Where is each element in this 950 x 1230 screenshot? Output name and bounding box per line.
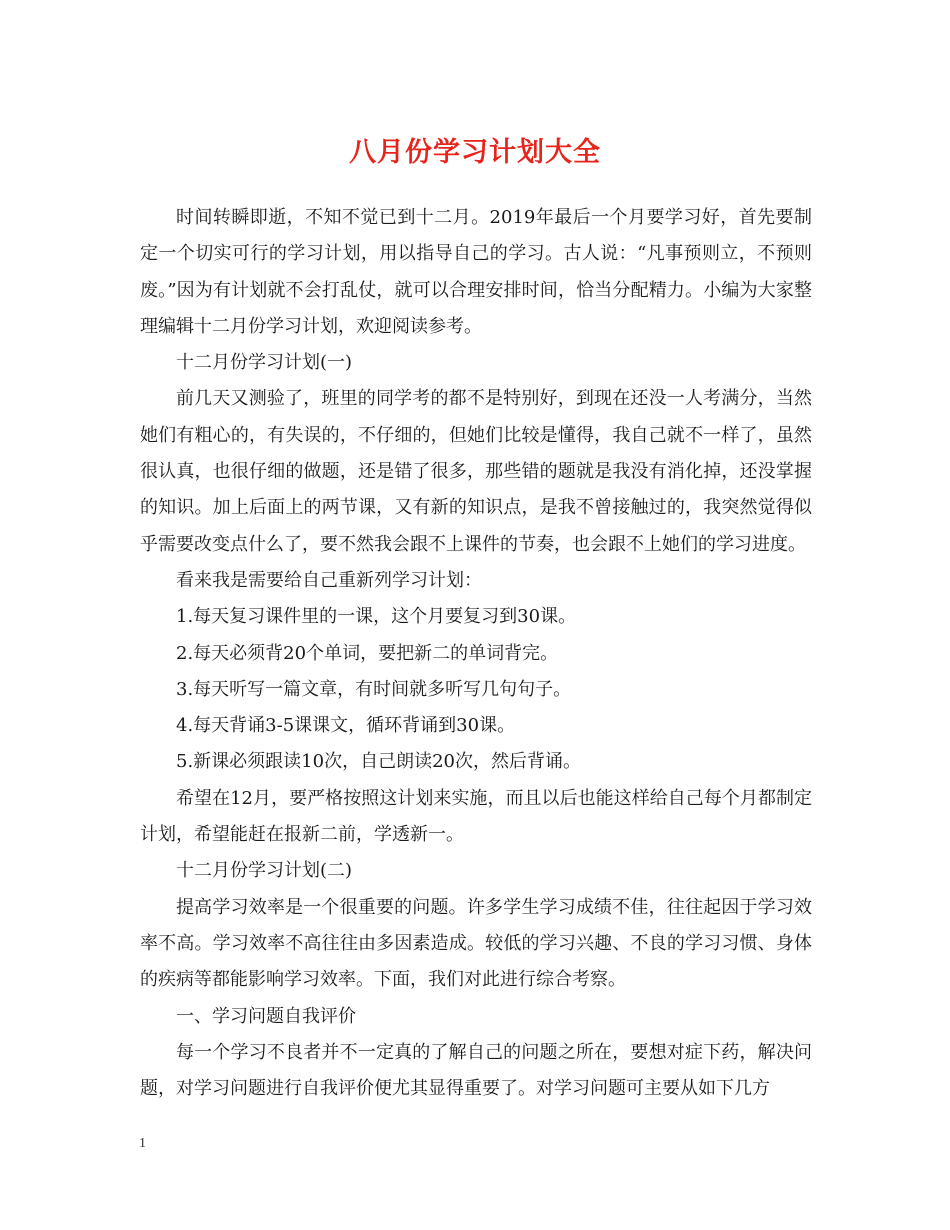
subsection-heading: 一、学习问题自我评价: [176, 1005, 356, 1027]
list-item: 4.每天背诵3-5课课文，循环背诵到30课。: [176, 715, 516, 737]
body-paragraph: 提高学习效率是一个很重要的问题。许多学生学习成绩不佳，往往起因于学习效率不高。学习效率不高往往由多因素造成。较低的学习兴趣、不良的学习习惯、身体的疾病等都能影响学习效率。下面，我们对此进行综合考察。: [140, 896, 812, 991]
document-title: 八月份学习计划大全: [349, 137, 601, 168]
intro-paragraph: 时间转瞬即逝，不知不觉已到十二月。2019年最后一个月要学习好，首先要制定一个切实可行的学习计划，用以指导自己的学习。古人说：“凡事预则立，不预则废。”因为有计划就不会打乱仗，就可以合理安排时间，恰当分配精力。小编为大家整理编辑十二月份学习计划，欢迎阅读参考。: [140, 207, 812, 337]
list-item: 1.每天复习课件里的一课，这个月要复习到30课。: [176, 606, 577, 628]
list-item: 2.每天必须背20个单词，要把新二的单词背完。: [176, 642, 559, 664]
document-body: [140, 200, 812, 1107]
body-paragraph: 希望在12月，要严格按照这计划来实施，而且以后也能这样给自己每个月都制定计划，希望能赶在报新二前，学透新一。: [140, 787, 812, 846]
list-item: 5.新课必须跟读10次，自己朗读20次，然后背诵。: [176, 751, 581, 773]
section-heading-plan-1: 十二月份学习计划(一): [176, 352, 353, 374]
body-paragraph: 看来我是需要给自己重新列学习计划：: [176, 569, 482, 591]
body-paragraph: 每一个学习不良者并不一定真的了解自己的问题之所在，要想对症下药，解决问题，对学习问题进行自我评价便尤其显得重要了。对学习问题可主要从如下几方: [140, 1041, 812, 1100]
list-item: 3.每天听写一篇文章，有时间就多听写几句句子。: [176, 678, 572, 700]
section-heading-plan-2: 十二月份学习计划(二): [176, 860, 353, 882]
page-number: 1: [139, 1136, 146, 1151]
body-paragraph: 前几天又测验了，班里的同学考的都不是特别好，到现在还没一人考满分，当然她们有粗心的，有失误的，不仔细的，但她们比较是懂得，我自己就不一样了，虽然很认真，也很仔细的做题，还是错了很多，那些错的题就是我没有消化掉，还没掌握的知识。加上后面上的两节课，又有新的知识点，是我不曾接触过的，我突然觉得似乎需要改变点什么了，要不然我会跟不上课件的节奏，也会跟不上她们的学习进度。: [140, 388, 812, 555]
